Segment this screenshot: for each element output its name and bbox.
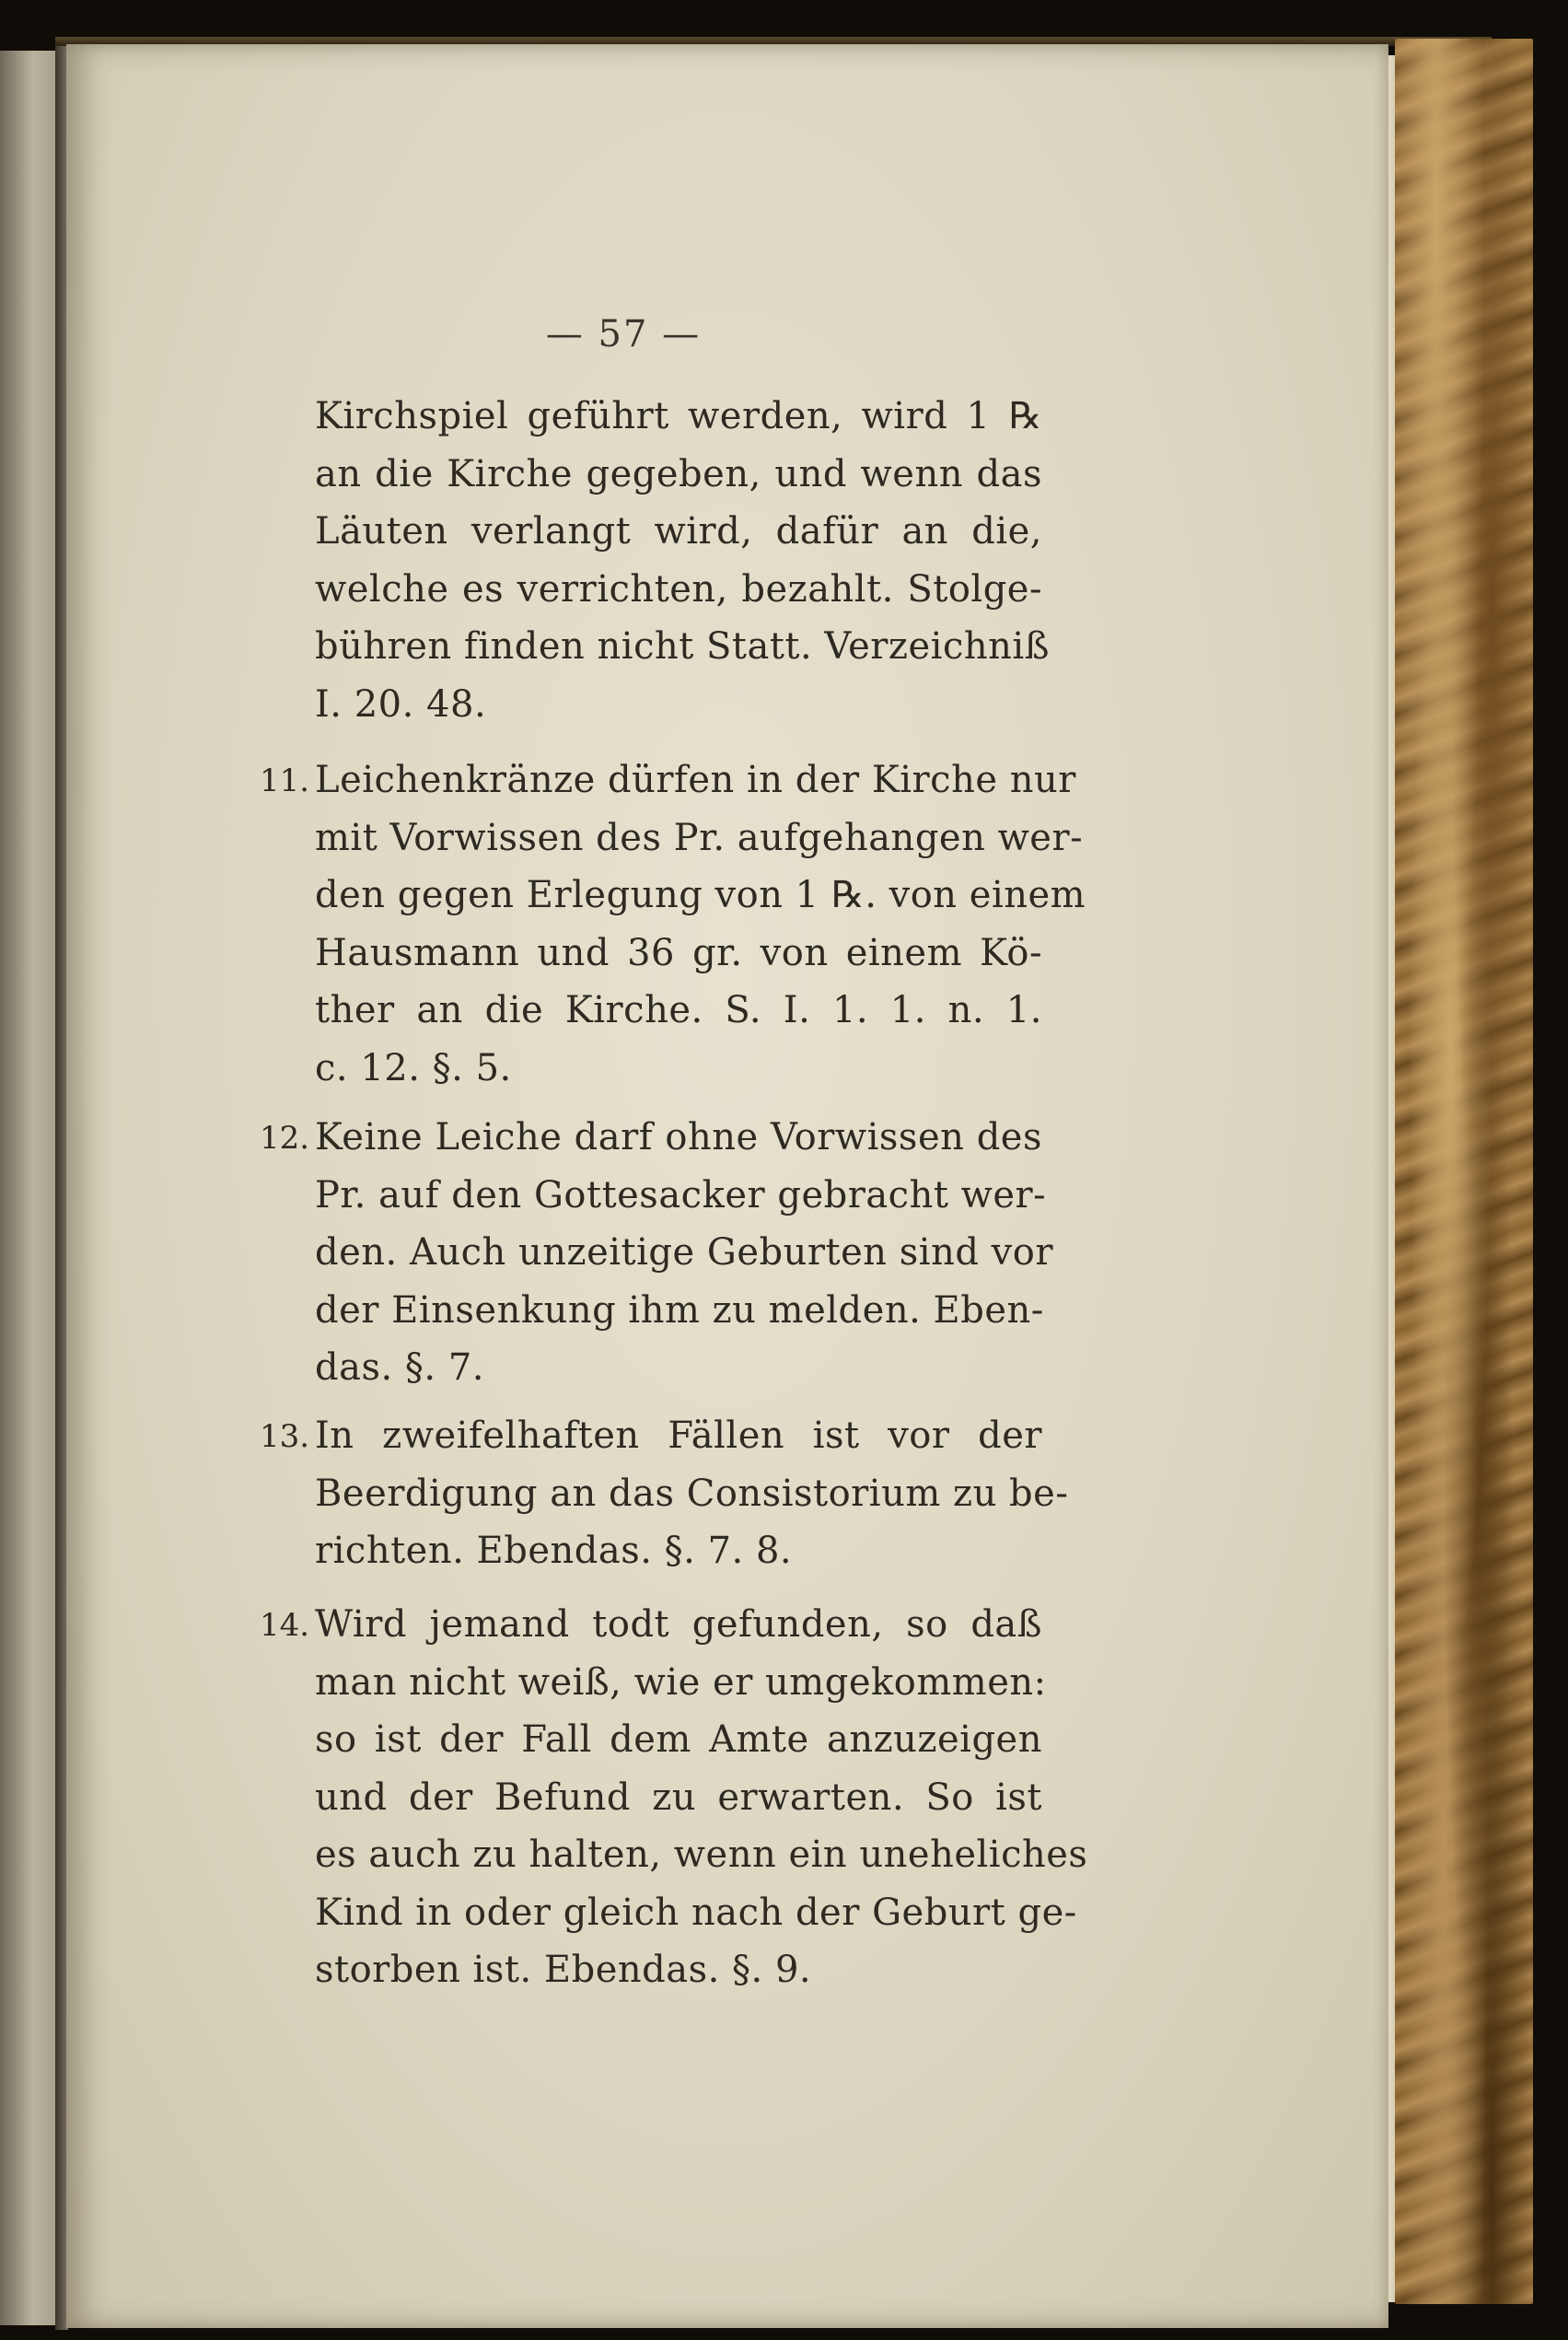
text-line: der Einsenkung ihm zu melden. Eben- bbox=[315, 1288, 1044, 1332]
text-line: mit Vorwissen des Pr. aufgehangen wer- bbox=[315, 816, 1084, 859]
paragraph-number: 13. bbox=[260, 1418, 310, 1455]
text-line: den gegen Erlegung von 1 ℞. von einem bbox=[315, 874, 1086, 916]
text-line: Leichenkränze dürfen in der Kirche nur bbox=[315, 759, 1076, 801]
paragraph-continuation bbox=[315, 388, 1050, 733]
text-line: Pr. auf den Gottesacker gebracht wer- bbox=[315, 1173, 1047, 1217]
paragraph-number: 12. bbox=[260, 1120, 310, 1157]
paragraph-number: 11. bbox=[260, 763, 310, 799]
text-line: den. Auch unzeitige Geburten sind vor bbox=[315, 1231, 1053, 1274]
text-line: richten. Ebendas. §. 7. 8. bbox=[315, 1530, 793, 1572]
text-line: es auch zu halten, wenn ein uneheliches bbox=[315, 1834, 1088, 1876]
paragraph-number: 14. bbox=[260, 1607, 310, 1644]
text-line: Hausmann und 36 gr. von einem Kö- bbox=[315, 931, 1042, 974]
text-line: I. 20. 48. bbox=[315, 682, 487, 726]
text-line: man nicht weiß, wie er umgekommen: bbox=[315, 1660, 1047, 1704]
text-line: welche es verrichten, bezahlt. Stolge- bbox=[315, 567, 1042, 611]
page-number-header: — 57 — bbox=[545, 313, 702, 355]
text-line: c. 12. §. 5. bbox=[315, 1046, 512, 1089]
text-line: ther an die Kirche. S. I. 1. 1. n. 1. bbox=[315, 989, 1042, 1031]
text-line: Beerdigung an das Consistorium zu be- bbox=[315, 1472, 1069, 1515]
text-line: und der Befund zu erwarten. So ist bbox=[315, 1775, 1042, 1819]
book-page bbox=[66, 44, 1388, 2328]
paragraph-14 bbox=[315, 1596, 1088, 1999]
text-line: Kind in oder gleich nach der Geburt ge- bbox=[315, 1891, 1077, 1934]
text-line: an die Kirche gegeben, und wenn das bbox=[315, 452, 1042, 495]
marbled-cover-board bbox=[1395, 39, 1533, 2304]
text-line: das. §. 7. bbox=[315, 1346, 485, 1389]
text-line: In zweifelhaften Fällen ist vor der bbox=[315, 1414, 1042, 1457]
paragraph-12 bbox=[315, 1109, 1053, 1397]
text-line: Wird jemand todt gefunden, so daß bbox=[315, 1603, 1042, 1646]
text-line: Läuten verlangt wird, dafür an die, bbox=[315, 510, 1042, 553]
text-line: so ist der Fall dem Amte anzuzeigen bbox=[315, 1718, 1042, 1761]
paragraph-11 bbox=[315, 751, 1086, 1097]
text-line: Kirchspiel geführt werden, wird 1 ℞ bbox=[315, 395, 1042, 437]
paragraph-13 bbox=[315, 1407, 1069, 1580]
facing-page-edge bbox=[0, 51, 55, 2325]
text-line: bühren finden nicht Statt. Verzeichniß bbox=[315, 625, 1050, 668]
text-line: Keine Leiche darf ohne Vorwissen des bbox=[315, 1116, 1042, 1158]
text-line: storben ist. Ebendas. §. 9. bbox=[315, 1949, 812, 1991]
